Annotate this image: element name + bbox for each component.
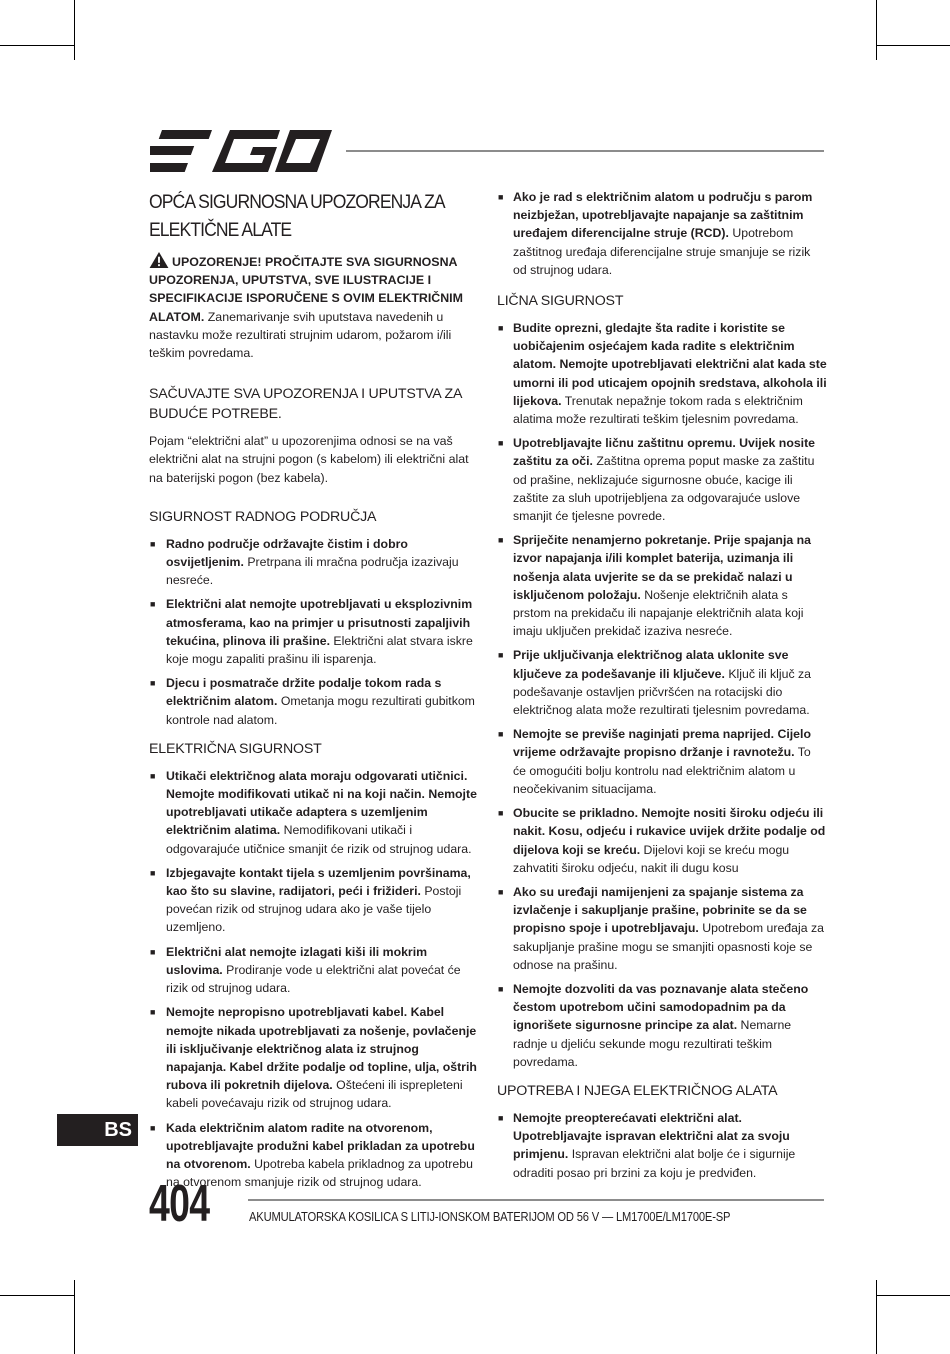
crop-mark [0, 1295, 75, 1296]
ego-logo [150, 130, 332, 172]
list-item: ■ Djecu i posmatrače držite podalje tokom rada s električnim alatom. Ometanja mogu rezultirati gubitkom kontrole nad alatom. [150, 676, 475, 727]
section-heading-work-area: SIGURNOST RADNOG PODRUČJA [149, 508, 377, 525]
crop-mark [876, 45, 950, 46]
bullet-icon: ■ [150, 770, 156, 781]
section-heading-tool-use: UPOTREBA I NJEGA ELEKTRIČNOG ALATA [497, 1082, 778, 1099]
list-item: ■ Spriječite nenamjerno pokretanje. Prije spajanja na izvor napajanja i/ili komplet baterija, uzimanja ili nošenja alata uvjerite se da se prekidač nalazi u isključenom položaju. Nošenje električnih alata s prstom na prekidaču ili napajanje električnih alata koji imaju uključen prekidač izaziva nesreće. [498, 533, 811, 639]
language-tab: BS [57, 1114, 138, 1146]
list-item: ■ Nemojte dozvoliti da vas poznavanje alata stečeno čestom upotrebom učini samodopadnim pa da ignorišete sigurnosne principe za alat. Nemarne radnje u djeliću sekunde mogu rezultirati teškim povredama. [498, 981, 809, 1069]
left-column [149, 188, 477, 1197]
bullet-icon: ■ [498, 438, 504, 449]
bullet-icon: ■ [498, 535, 504, 546]
bullet-icon: ■ [150, 538, 156, 549]
list-item: ■ Izbjegavajte kontakt tijela s uzemljenim površinama, kao što su slavine, radijatori, peći i frižideri. Postoji povećan rizik od strujnog udara ako je vaše tijelo uzemljeno. [150, 865, 471, 935]
list-item: ■ Ako su uređaji namijenjeni za spajanje sistema za izvlačenje i sakupljanje prašine, pobrinite se da se propisno spoje i upotrebljavaju. Upotrebom uređaja za sakupljanje prašine mogu se smanjiti opasnosti koje se odnose na prašinu. [498, 884, 824, 972]
footer-rule [248, 1199, 824, 1201]
crop-mark [0, 45, 75, 46]
bullet-icon: ■ [150, 599, 156, 610]
bullet-icon: ■ [150, 678, 156, 689]
list-item: ■ Ako je rad s električnim alatom u području s parom neizbježan, upotrebljavajte napajanje sa zaštitnim uređajem diferencijalne struje (RCD). Upotrebom zaštitnog uređaja diferencijalne struje smanjuje se rizik od strujnog udara. [498, 190, 813, 277]
page-title: OPĆA SIGURNOSNA UPOZORENJA ZA ELEKTIČNE ALATE [149, 191, 444, 241]
header-rule [346, 150, 824, 152]
bullet-icon: ■ [498, 192, 504, 202]
bullet-icon: ■ [498, 1112, 504, 1123]
crop-mark [74, 1280, 75, 1354]
list-item: ■ Upotrebljavajte ličnu zaštitnu opremu. Uvijek nosite zaštitu za oči. Zaštitna oprema poput maske za zaštitu od prašine, neklizajuće sigurnosne obuće, kacige ili zaštite za sluh upotrijebljena za odgovarajuće uslove smanjit će tjelesne povrede. [498, 436, 816, 524]
list-item: ■ Budite oprezni, gledajte šta radite i koristite se uobičajenim osjećajem kada radite s električnim alatom. Nemojte upotrebljavati električni alat kada ste umorni ili pod uticajem opojnih sredstava, alkohola ili lijekova. Trenutak nepažnje tokom rada s električnim alatima može rezultirati teškim tjelesnim povredama. [498, 321, 827, 427]
crop-mark [876, 1280, 877, 1354]
list-item: ■ Nemojte preopterećavati električni alat. Upotrebljavajte ispravan električni alat za svoju primjenu. Ispravan električni alat bolje će i sigurnije odraditi posao pri brzini za koju je predviđen. [498, 1110, 796, 1180]
list-item: ■ Utikači električnog alata moraju odgovarati utičnici. Nemojte modifikovati utikač ni na koji način. Nemojte upotrebljavati utikače adaptera s uzemljenim električnim alatima. Nemodifikovani utikači i odgovarajuće utičnice smanjit će rizik od strujnog udara. [150, 768, 477, 856]
bullet-icon: ■ [498, 650, 504, 661]
crop-mark [876, 1295, 950, 1296]
save-heading: SAČUVAJTE SVA UPOZORENJA I UPUTSTVA ZA BUDUĆE POTREBE. [149, 386, 462, 423]
definition-paragraph: Pojam “električni alat” u upozorenjima odnosi se na vaš električni alat na strujni pogon (s kabelom) ili električni alat na baterijski pogon (bez kabela). [149, 434, 469, 485]
bullet-icon: ■ [498, 808, 504, 819]
warning-triangle-icon [149, 252, 169, 268]
list-item: ■ Obucite se prikladno. Nemojte nositi široku odjeću ili nakit. Kosu, odjeću i rukavice uvijek držite podalje od dijelova koji se kreću. Dijelovi koji se kreću mogu zahvatiti široku odjeću, nakit ili dugu kosu [498, 806, 826, 875]
list-item: ■ Prije uključivanja električnog alata uklonite sve ključeve za podešavanje ili ključeve. Ključ ili ključ za podešavanje ostavljen pričvršćen na rotacijski dio električnog alata može rezultirati tjelesnim povredama. [498, 648, 812, 718]
list-item: ■ Radno područje održavajte čistim i dobro osvijetljenim. Pretrpana ili mračna područja izazivaju nesreće. [150, 536, 459, 588]
bullet-icon: ■ [498, 886, 504, 897]
bullet-icon: ■ [150, 1007, 156, 1018]
warning-paragraph [149, 252, 477, 362]
crop-mark [74, 0, 75, 60]
list-item: ■ Nemojte se previše naginjati prema naprijed. Cijelo vrijeme održavajte propisno držanje i ravnotežu. To će omogućiti bolju kontrolu nad električnim alatom u neočekivanim situacijama. [498, 727, 811, 796]
footer-text: AKUMULATORSKA KOSILICA S LITIJ-IONSKOM BATERIJOM OD 56 V — LM1700E/LM1700E-SP [249, 1209, 731, 1224]
bullet-icon: ■ [150, 867, 156, 878]
warning-bold: UPOZORENJE! PROČITAJTE SVA SIGURNOSNA UPOZORENJA, UPUTSTVA, SVE ILUSTRACIJE I SPECIFIKACIJE ISPORUČENE S OVIM ELEKTRIČNIM ALATOM. [149, 255, 463, 324]
bullet-icon: ■ [150, 946, 156, 957]
section-heading-electrical: ELEKTRIČNA SIGURNOST [149, 740, 322, 757]
bullet-icon: ■ [498, 323, 504, 334]
list-item: ■ Kada električnim alatom radite na otvorenom, upotrebljavajte produžni kabel prikladan za upotrebu na otvorenom. Upotreba kabela prikladnog za upotrebu na otvorenom smanjuje rizik od strujnog udara. [150, 1120, 475, 1190]
list-item: ■ Nemojte nepropisno upotrebljavati kabel. Kabel nemojte nikada upotrebljavati za nošenje, povlačenje ili isključivanje električnog alata iz strujnog napajanja. Kabel držite podalje od topline, ulja, oštrih rubova ili pokretnih dijelova. Oštećeni ili isprepleteni kabeli povećavaju rizik od strujnog udara. [150, 1005, 477, 1111]
bullet-icon: ■ [498, 983, 504, 994]
list-item: ■ Električni alat nemojte upotrebljavati u eksplozivnim atmosferama, kao na primjer u prisutnosti zapaljivih tekućina, plinova ili prašine. Električni alat stvara iskre koje mogu zapaliti prašinu ili isparenja. [150, 597, 473, 667]
right-column [497, 188, 827, 1188]
warning-text: Zanemarivanje svih uputstava navedenih u nastavku može rezultirati strujnim udarom, požarom i/ili teškim povredama. [149, 309, 452, 361]
bullet-icon: ■ [150, 1122, 156, 1133]
page-number: 404 [149, 1175, 210, 1233]
section-heading-personal: LIČNA SIGURNOST [497, 293, 624, 310]
bullet-icon: ■ [498, 729, 504, 740]
list-item: ■ Električni alat nemojte izlagati kiši ili mokrim uslovima. Prodiranje vode u električni alat povećat će rizik od strujnog udara. [150, 944, 461, 996]
crop-mark [876, 0, 877, 60]
